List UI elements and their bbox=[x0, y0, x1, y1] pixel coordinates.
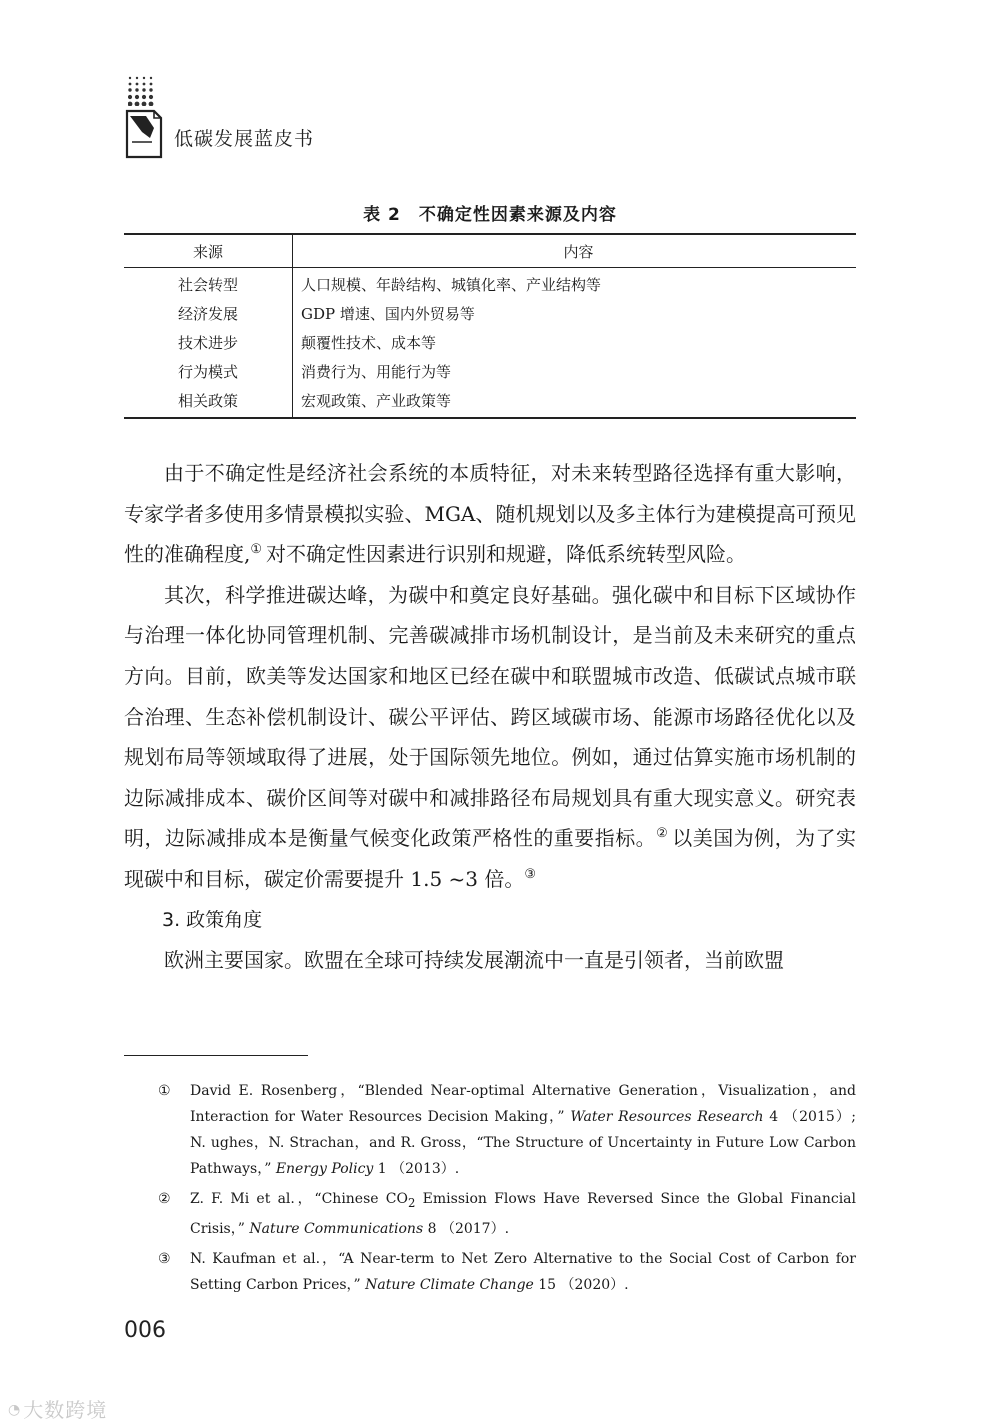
table-cell-source: 经济发展 bbox=[124, 299, 293, 328]
page-number: 006 bbox=[124, 1318, 166, 1343]
footnote-divider bbox=[124, 1055, 308, 1056]
footnote-text: Z. F. Mi et al.，“Chinese CO bbox=[190, 1191, 408, 1207]
footnotes bbox=[124, 1078, 856, 1302]
table-cell-source: 行为模式 bbox=[124, 357, 293, 386]
footnote-text: David E. Rosenberg，“Blended Near-optimal Alternative Generation，Visualization，and Interaction for Water Resources Decision Making，” bbox=[190, 1083, 856, 1125]
watermark-text: 大数跨境 bbox=[23, 1398, 108, 1422]
paragraph-text: 其次，科学推进碳达峰，为碳中和奠定良好基础。强化碳中和目标下区域协作与治理一体化协同管理机制、完善碳减排市场机制设计，是当前及未来研究的重点方向。目前，欧美等发达国家和地区已经在碳中和联盟城市改造、低碳试点城市联合治理、生态补偿机制设计、碳公平评估、跨区域碳市场、能源市场路径优化以及规划布局等领域取得了进展，处于国际领先地位。例如，通过估算实施市场机制的边际减排成本、碳价区间等对碳中和减排路径布局规划具有重大现实意义。研究表明，边际减排成本是衡量气候变化政策严格性的重要指标。 bbox=[124, 582, 856, 851]
table-row bbox=[124, 386, 856, 418]
footnote-text: 1 （2013）. bbox=[373, 1161, 460, 1177]
table-row bbox=[124, 299, 856, 328]
table-caption-text: 不确定性因素来源及内容 bbox=[418, 205, 617, 225]
table-cell-source: 相关政策 bbox=[124, 386, 293, 418]
table-cell-content: 消费行为、用能行为等 bbox=[301, 363, 452, 381]
book-title: 低碳发展蓝皮书 bbox=[174, 128, 315, 150]
footnote-mark: ③ bbox=[158, 1250, 171, 1267]
footnote-ref-1[interactable]: ① bbox=[250, 542, 263, 558]
paragraph-uncertainty bbox=[124, 453, 856, 575]
paragraph-text: 以美国为例，为了实现碳中和目标，碳定价需要提升 1.5 ~3 倍。 bbox=[124, 826, 857, 891]
dot-grid-ornament bbox=[128, 76, 158, 106]
table-caption bbox=[124, 200, 856, 225]
footnote-text: Emission Flows Have Reversed Since the Global Financial Crisis，” bbox=[190, 1191, 856, 1237]
watermark-logo-icon: ◔ bbox=[8, 1402, 22, 1418]
footnote-mark: ② bbox=[158, 1191, 171, 1207]
table-cell-content: 颠覆性技术、成本等 bbox=[301, 334, 437, 352]
paragraph-europe: 欧洲主要国家。欧盟在全球可持续发展潮流中一直是引领者，当前欧盟 bbox=[164, 948, 784, 973]
footnote-text: N. Kaufman et al.，“A Near-term to Net Zero Alternative to the Social Cost of Carbon for Setting Carbon Prices，” bbox=[190, 1250, 856, 1293]
body-text bbox=[124, 453, 856, 981]
journal-title: Water Resources Research bbox=[570, 1109, 764, 1125]
footnote-text: 15 （2020）. bbox=[533, 1276, 629, 1293]
table-cell-source: 技术进步 bbox=[124, 328, 293, 357]
footnote-2 bbox=[124, 1186, 856, 1242]
journal-title: Nature Communications bbox=[249, 1220, 424, 1237]
footnote-ref-3[interactable]: ③ bbox=[524, 866, 537, 882]
footnote-text: 8 （2017）. bbox=[423, 1220, 510, 1237]
footnote-1 bbox=[124, 1078, 856, 1182]
footnote-3 bbox=[124, 1246, 856, 1298]
table-caption-label: 表 2 bbox=[363, 205, 401, 225]
footnote-text: 4 （2015）; N. ughes，N. Strachan，and R. Gross，“The Structure of Uncertainty in Future Low Carbon Pathways，” bbox=[190, 1109, 857, 1177]
section-heading: 3. 政策角度 bbox=[162, 908, 263, 931]
column-header-content: 内容 bbox=[293, 234, 857, 268]
table-header-row bbox=[124, 234, 856, 268]
footnote-ref-2[interactable]: ② bbox=[656, 826, 669, 842]
table-cell-content: GDP 增速、国内外贸易等 bbox=[301, 305, 475, 323]
table-row bbox=[124, 357, 856, 386]
table-row bbox=[124, 328, 856, 357]
paragraph-carbon-peak bbox=[124, 575, 856, 900]
uncertainty-sources-table bbox=[124, 233, 856, 419]
paragraph-text: 由于不确定性是经济社会系统的本质特征，对未来转型路径选择有重大影响，专家学者多使用多情景模拟实验、MGA、随机规划以及多主体行为建模提高可预见性的准确程度, bbox=[124, 461, 856, 567]
footnote-mark: ① bbox=[158, 1083, 171, 1099]
journal-title: Energy Policy bbox=[275, 1161, 374, 1177]
table-row bbox=[124, 268, 856, 300]
journal-title: Nature Climate Change bbox=[365, 1276, 534, 1293]
table-cell-content: 宏观政策、产业政策等 bbox=[293, 386, 857, 418]
watermark bbox=[8, 1394, 107, 1423]
column-header-source: 来源 bbox=[124, 234, 293, 268]
book-series-logo-icon bbox=[124, 108, 164, 160]
running-header bbox=[124, 76, 524, 166]
table-cell-source: 社会转型 bbox=[124, 268, 293, 300]
subscript: 2 bbox=[408, 1195, 416, 1210]
table-cell-content: 人口规模、年龄结构、城镇化率、产业结构等 bbox=[301, 276, 602, 294]
paragraph-text: 对不确定性因素进行识别和规避，降低系统转型风险。 bbox=[266, 542, 747, 567]
